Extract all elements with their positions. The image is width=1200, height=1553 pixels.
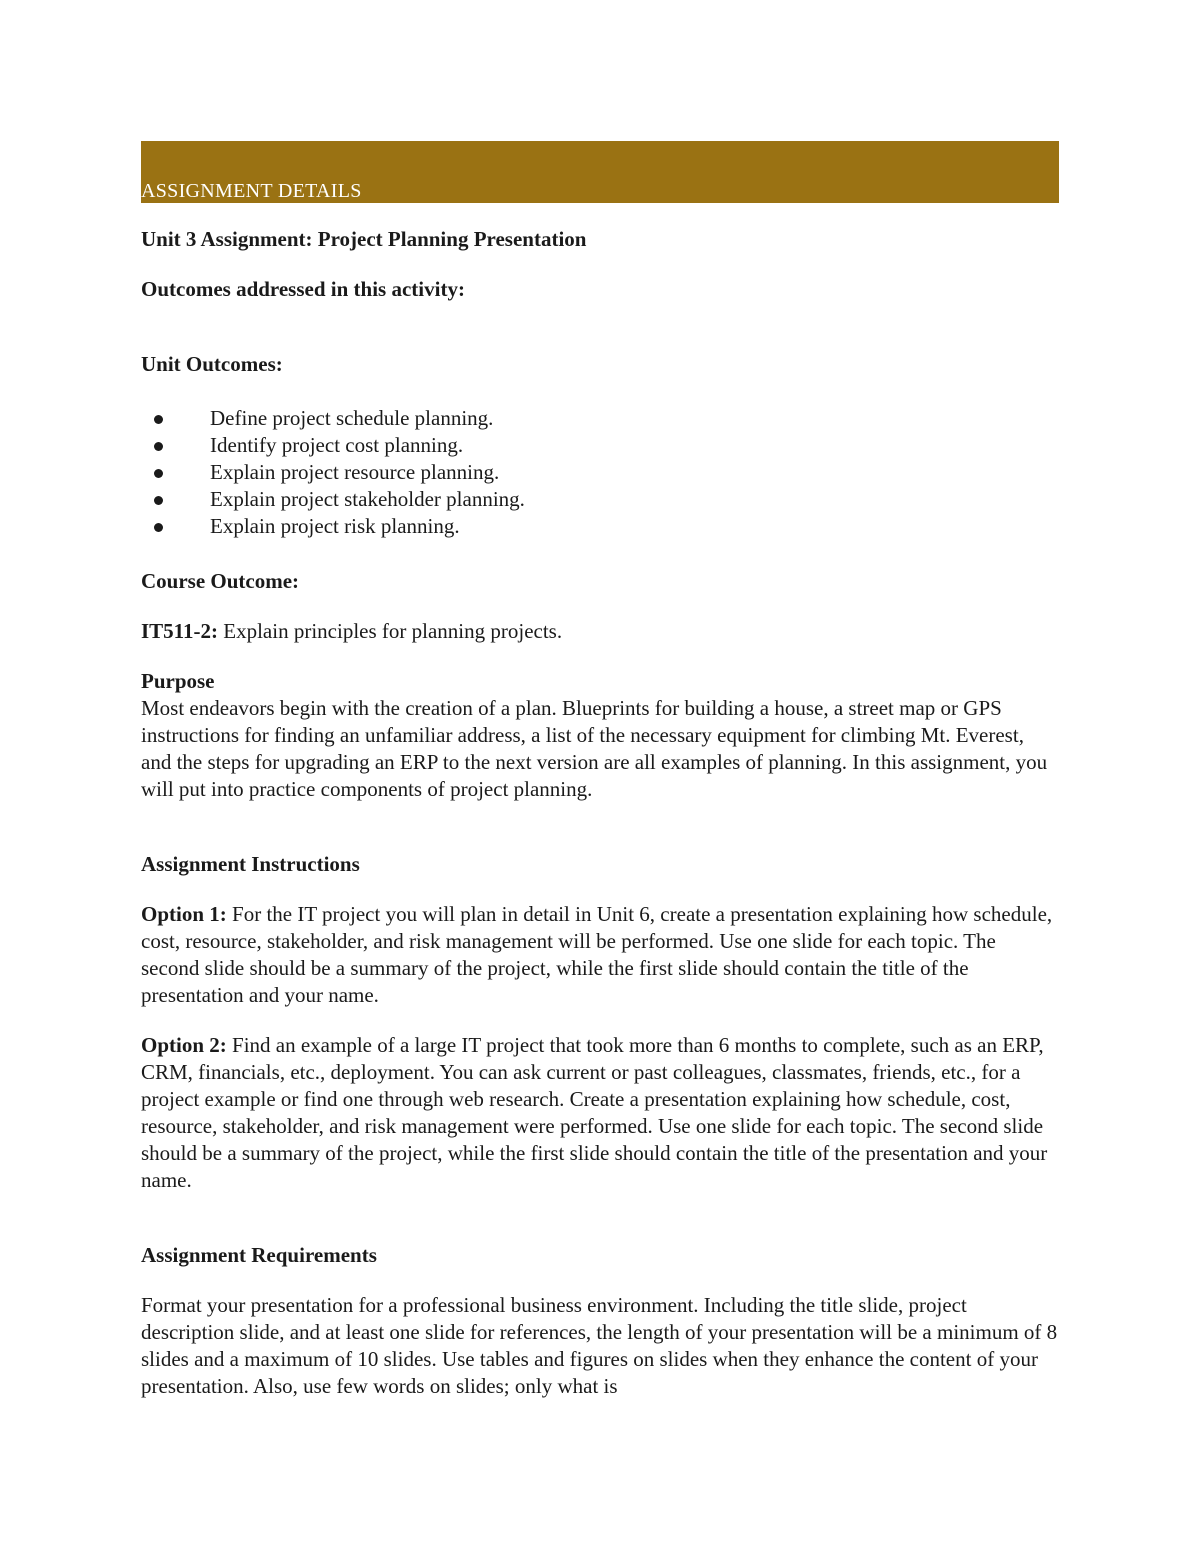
- section-banner: [141, 141, 1059, 203]
- option-1-label: Option 1:: [141, 902, 227, 926]
- list-item: Define project schedule planning.: [141, 405, 1059, 432]
- list-item: Explain project resource planning.: [141, 459, 1059, 486]
- instructions-heading: Assignment Instructions: [141, 852, 360, 876]
- requirements-heading: Assignment Requirements: [141, 1243, 377, 1267]
- outcomes-heading: Outcomes addressed in this activity:: [141, 277, 465, 301]
- bullet-icon: [154, 496, 163, 505]
- course-outcome-heading: Course Outcome:: [141, 569, 300, 593]
- bullet-icon: [154, 469, 163, 478]
- option-2-text: Option 2: Find an example of a large IT project that took more than 6 months to complete, such as an ERP, CRM, financials, etc., deployment. You can ask current or past colleagues, classmates, friends, etc., for a project example or find one through web research. Create a presentation explaining how schedule, cost, resource, stakeholder, and risk management were performed. Use one slide for each topic. The second slide should be a summary of the project, while the first slide should contain the title of the presentation and your name.: [141, 1033, 1048, 1192]
- list-item: Explain project risk planning.: [141, 513, 1059, 540]
- bullet-icon: [154, 523, 163, 532]
- unit-outcomes-list: [141, 405, 1059, 540]
- assignment-title: Unit 3 Assignment: Project Planning Presentation: [141, 227, 587, 251]
- purpose-text: Most endeavors begin with the creation of a plan. Blueprints for building a house, a street map or GPS instructions for finding an unfamiliar address, a list of the necessary equipment for climbing Mt. Everest, and the steps for upgrading an ERP to the next version are all examples of planning. In this assignment, you will put into practice components of project planning.: [141, 696, 1048, 801]
- course-outcome-code: IT511-2:: [141, 619, 219, 643]
- document-page: [141, 141, 1059, 1400]
- requirements-text: Format your presentation for a professional business environment. Including the title slide, project description slide, and at least one slide for references, the length of your presentation will be a minimum of 8 slides and a maximum of 10 slides. Use tables and figures on slides when they enhance the content of your presentation. Also, use few words on slides; only what is: [141, 1293, 1058, 1398]
- list-item: Identify project cost planning.: [141, 432, 1059, 459]
- purpose-heading: Purpose: [141, 669, 215, 693]
- option-1-text: Option 1: For the IT project you will plan in detail in Unit 6, create a presentation explaining how schedule, cost, resource, stakeholder, and risk management will be performed. Use one slide for each topic. The second slide should be a summary of the project, while the first slide should contain the title of the presentation and your name.: [141, 902, 1053, 1007]
- option-2-label: Option 2:: [141, 1033, 227, 1057]
- unit-outcomes-heading: Unit Outcomes:: [141, 352, 283, 376]
- list-item: Explain project stakeholder planning.: [141, 486, 1059, 513]
- course-outcome-text: IT511-2: Explain principles for planning projects.: [141, 619, 563, 643]
- bullet-icon: [154, 442, 163, 451]
- bullet-icon: [154, 415, 163, 424]
- banner-title: ASSIGNMENT DETAILS: [141, 180, 362, 202]
